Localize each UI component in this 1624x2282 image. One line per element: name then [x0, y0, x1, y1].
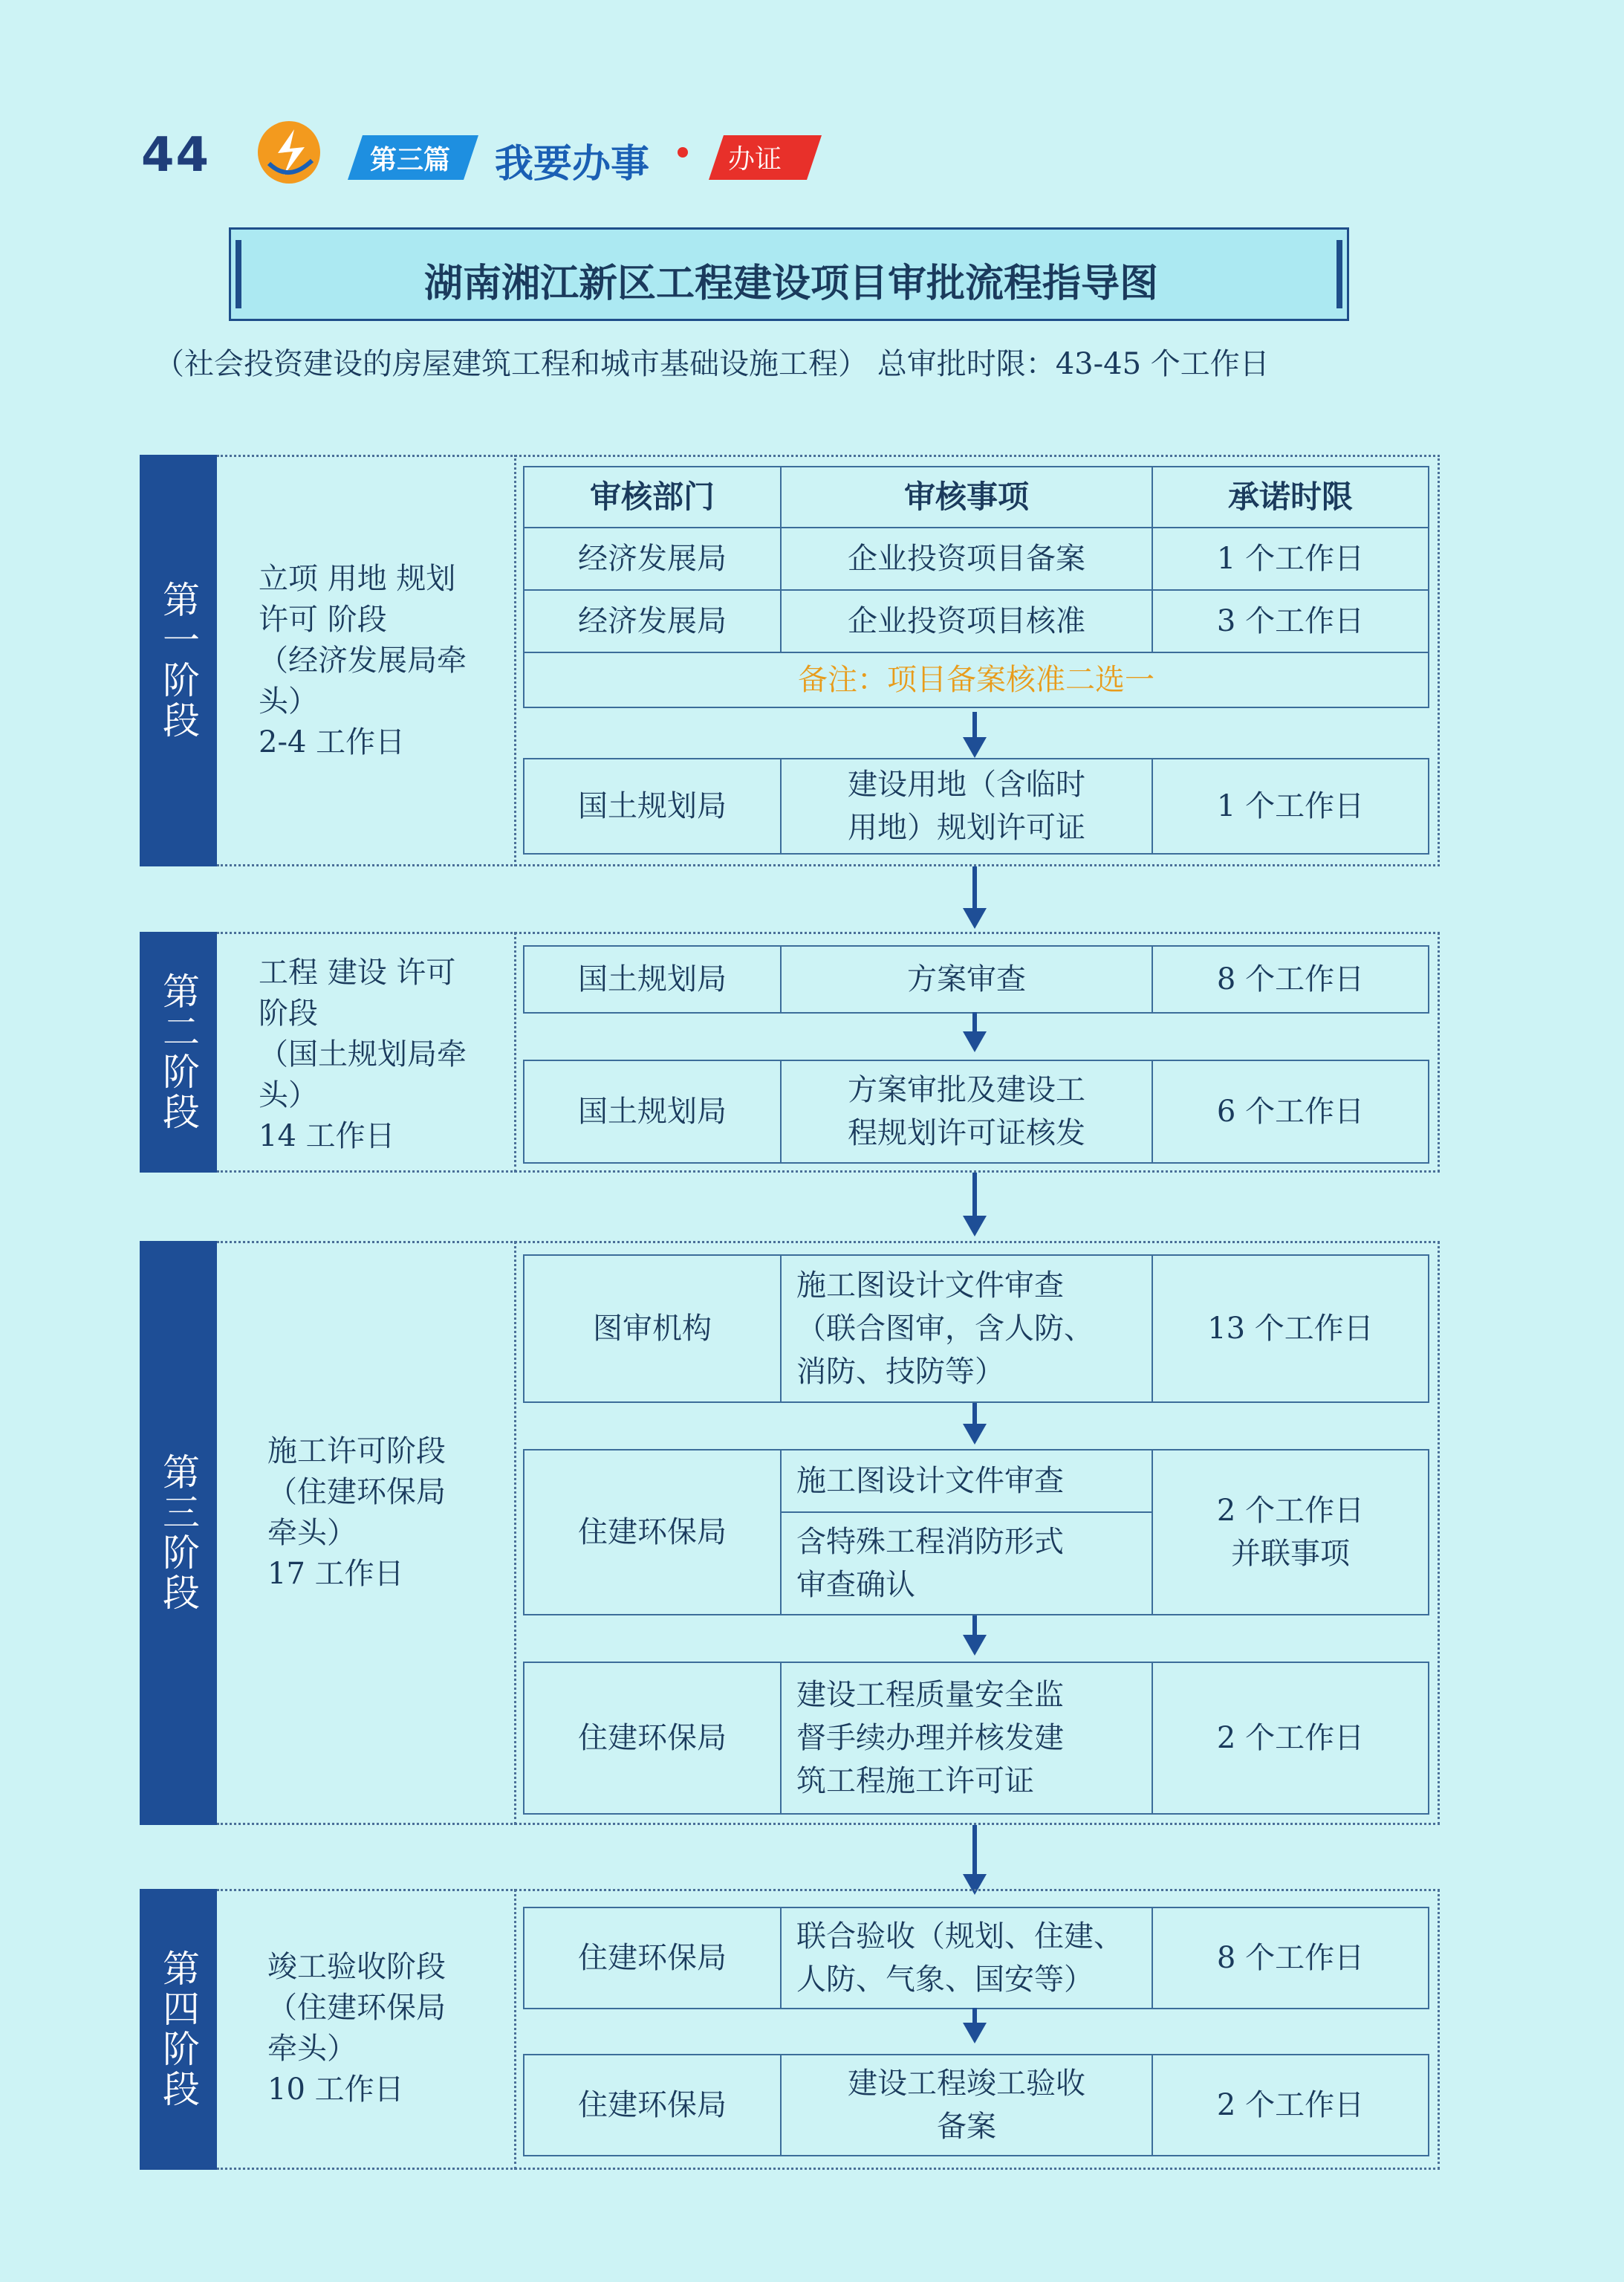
flow-arrow-line — [972, 866, 977, 908]
arrow-down-icon — [963, 1424, 987, 1445]
table-cell: 1 个工作日 — [1152, 759, 1429, 854]
table-cell: 施工图设计文件审查 — [781, 1450, 1152, 1512]
stage-3-bar — [140, 1241, 217, 1825]
stage-4-divider — [514, 1889, 516, 2170]
table-cell: 建设工程竣工验收 备案 — [781, 2055, 1152, 2156]
stage-3-label: 第三阶段 — [157, 1453, 200, 1613]
table-cell: 8 个工作日 — [1152, 1907, 1429, 2009]
table-cell: 2 个工作日 — [1152, 1662, 1429, 1814]
stage-1-table-2 — [523, 758, 1429, 855]
section-tag: 第三篇 — [370, 145, 451, 175]
table-cell: 建设用地（含临时 用地）规划许可证 — [781, 759, 1152, 854]
stage-4-table-2 — [523, 2054, 1429, 2156]
arrow-down-icon — [963, 2023, 987, 2043]
stage-3-desc: 施工许可阶段 （住建环保局 牵头） 17 工作日 — [267, 1434, 446, 1591]
table-cell: 联合验收（规划、住建、 人防、气象、国安等） — [781, 1907, 1152, 2009]
table-cell: 13 个工作日 — [1152, 1255, 1429, 1402]
flow-arrow-line — [972, 1403, 977, 1424]
header-time: 承诺时限 — [1152, 467, 1429, 528]
table-cell: 3 个工作日 — [1152, 590, 1429, 652]
table-cell: 含特殊工程消防形式 审查确认 — [781, 1512, 1152, 1615]
note-cell: 备注：项目备案核准二选一 — [524, 652, 1429, 707]
flow-arrow-line — [972, 1615, 977, 1635]
flow-arrow-line — [972, 1173, 977, 1216]
stage-3-table-3 — [523, 1662, 1429, 1815]
stage-4-bar — [140, 1889, 217, 2170]
stage-3-table-2 — [523, 1449, 1429, 1615]
stage-4-desc: 竣工验收阶段 （住建环保局 牵头） 10 工作日 — [267, 1950, 446, 2107]
stage-2-divider — [514, 932, 516, 1173]
table-cell: 方案审批及建设工 程规划许可证核发 — [781, 1060, 1152, 1163]
table-cell: 6 个工作日 — [1152, 1060, 1429, 1163]
table-cell: 住建环保局 — [524, 1907, 781, 2009]
arrow-down-icon — [963, 737, 987, 758]
table-cell: 国土规划局 — [524, 1060, 781, 1163]
table-cell: 经济发展局 — [524, 528, 781, 590]
table-cell: 建设工程质量安全监 督手续办理并核发建 筑工程施工许可证 — [781, 1662, 1152, 1814]
table-cell: 2 个工作日 — [1152, 2055, 1429, 2156]
flow-arrow-line — [972, 1012, 977, 1031]
stage-2-table — [523, 945, 1429, 1014]
section-title: 我要办事 — [495, 142, 650, 187]
table-cell: 方案审查 — [781, 946, 1152, 1013]
section-sub: 办证 — [728, 144, 782, 175]
table-cell: 住建环保局 — [524, 1662, 781, 1814]
stage-4-table — [523, 1907, 1429, 2009]
flow-arrow-line — [972, 712, 977, 739]
arrow-down-icon — [963, 1635, 987, 1656]
stage-1-desc: 立项 用地 规划 许可 阶段 （经济发展局牵 头） 2-4 工作日 — [259, 562, 467, 759]
stage-1-bar — [140, 455, 217, 866]
table-cell: 企业投资项目核准 — [781, 590, 1152, 652]
table-cell: 经济发展局 — [524, 590, 781, 652]
stage-2-label: 第二阶段 — [157, 972, 200, 1132]
stage-1-divider — [514, 455, 516, 866]
stage-1-label: 第一阶段 — [157, 580, 200, 741]
stage-2-bar — [140, 932, 217, 1173]
flow-arrow-line — [972, 1825, 977, 1876]
section-dot — [678, 147, 688, 158]
arrow-down-icon — [963, 1031, 987, 1052]
stage-2-table-2 — [523, 1060, 1429, 1164]
table-cell: 住建环保局 — [524, 2055, 781, 2156]
table-cell: 施工图设计文件审查 （联合图审，含人防、 消防、技防等） — [781, 1255, 1152, 1402]
header-item: 审核事项 — [781, 467, 1152, 528]
stage-3-divider — [514, 1241, 516, 1825]
title-box — [229, 227, 1349, 321]
table-cell: 8 个工作日 — [1152, 946, 1429, 1013]
table-cell: 1 个工作日 — [1152, 528, 1429, 590]
header-dept: 审核部门 — [524, 467, 781, 528]
page-subtitle: （社会投资建设的房屋建筑工程和城市基础设施工程） 总审批时限：43-45 个工作日 — [155, 347, 1270, 381]
table-cell: 图审机构 — [524, 1255, 781, 1402]
arrow-down-icon — [963, 1216, 987, 1236]
logo-icon — [256, 119, 322, 186]
table-cell: 住建环保局 — [524, 1450, 781, 1615]
table-cell: 国土规划局 — [524, 946, 781, 1013]
arrow-down-icon — [963, 908, 987, 929]
page-title: 湖南湘江新区工程建设项目审批流程指导图 — [423, 262, 1158, 306]
table-cell: 企业投资项目备案 — [781, 528, 1152, 590]
flow-arrow-line — [972, 2008, 977, 2024]
table-cell: 2 个工作日 并联事项 — [1152, 1450, 1429, 1615]
stage-4-label: 第四阶段 — [157, 1949, 200, 2110]
stage-3-table — [523, 1254, 1429, 1403]
stage-1-table — [523, 466, 1429, 708]
page-number: 44 — [141, 128, 211, 183]
table-cell: 国土规划局 — [524, 759, 781, 854]
stage-2-desc: 工程 建设 许可 阶段 （国土规划局牵 头） 14 工作日 — [259, 956, 467, 1153]
